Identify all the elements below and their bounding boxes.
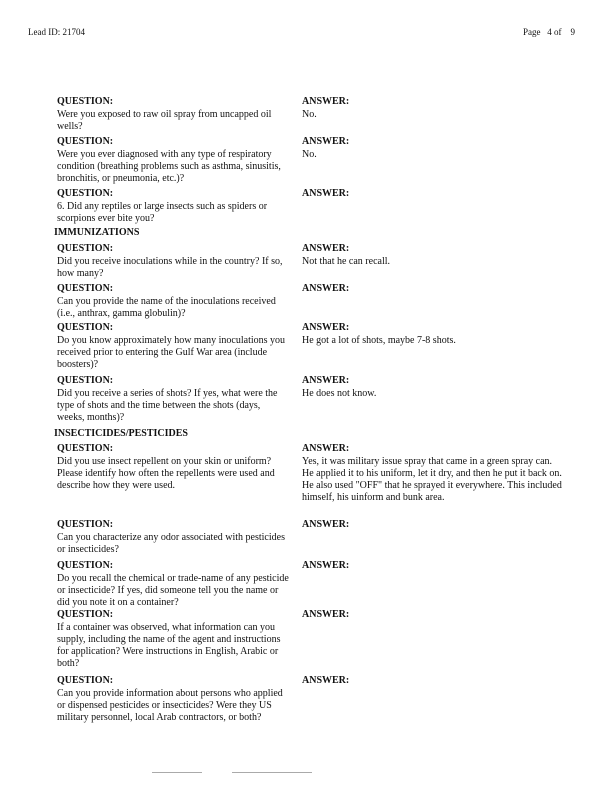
question-text: Did you receive a series of shots? If yes, what were the type of shots and the time between the shots (days, weeks, months)? bbox=[57, 388, 278, 423]
answer-text: Not that he can recall. bbox=[302, 256, 391, 267]
question-block bbox=[57, 375, 289, 424]
question-block bbox=[57, 322, 289, 371]
question-label: QUESTION: bbox=[57, 96, 114, 107]
question-label: QUESTION: bbox=[57, 322, 114, 333]
question-block bbox=[57, 136, 289, 185]
answer-label: ANSWER: bbox=[302, 283, 350, 294]
answer-label: ANSWER: bbox=[302, 609, 350, 620]
answer-block bbox=[302, 375, 564, 400]
answer-text: He got a lot of shots, maybe 7-8 shots. bbox=[302, 335, 456, 346]
question-block bbox=[57, 443, 289, 492]
question-label: QUESTION: bbox=[57, 136, 114, 147]
question-block bbox=[57, 243, 289, 280]
section-insecticides: INSECTICIDES/PESTICIDES bbox=[54, 428, 188, 439]
question-label: QUESTION: bbox=[57, 375, 114, 386]
page-number: Page 4 of 9 bbox=[523, 27, 575, 37]
answer-label: ANSWER: bbox=[302, 443, 350, 454]
lead-id: Lead ID: 21704 bbox=[28, 27, 85, 37]
question-label: QUESTION: bbox=[57, 283, 114, 294]
answer-label: ANSWER: bbox=[302, 375, 350, 386]
answer-label: ANSWER: bbox=[302, 188, 350, 199]
question-text: If a container was observed, what information can you supply, including the name of the agent and instructions for application? Were instructions in English, Arabic or both? bbox=[57, 622, 281, 669]
question-block bbox=[57, 188, 289, 225]
answer-block bbox=[302, 243, 564, 268]
question-text: Were you ever diagnosed with any type of respiratory condition (breathing problems such as asthma, sinusitis, bronchitis, or pneumonia, etc.)? bbox=[57, 149, 281, 184]
answer-block bbox=[302, 443, 564, 504]
answer-label: ANSWER: bbox=[302, 322, 350, 333]
question-label: QUESTION: bbox=[57, 609, 114, 620]
answer-block bbox=[302, 96, 564, 121]
question-text: Can you provide information about persons who applied or dispensed pesticides or insecticides? Were they US military personnel, local Arab contractors, or both? bbox=[57, 688, 283, 723]
answer-text: No. bbox=[302, 149, 317, 160]
question-block bbox=[57, 283, 289, 320]
footer-rule bbox=[232, 772, 312, 773]
question-label: QUESTION: bbox=[57, 188, 114, 199]
answer-block bbox=[302, 283, 564, 296]
answer-block bbox=[302, 322, 564, 347]
question-block bbox=[57, 96, 289, 133]
answer-label: ANSWER: bbox=[302, 560, 350, 571]
question-text: 6. Did any reptiles or large insects such as spiders or scorpions ever bite you? bbox=[57, 201, 268, 224]
question-label: QUESTION: bbox=[57, 243, 114, 254]
question-block bbox=[57, 609, 289, 670]
answer-text: He does not know. bbox=[302, 388, 377, 399]
question-block bbox=[57, 519, 289, 556]
answer-block bbox=[302, 675, 564, 688]
question-label: QUESTION: bbox=[57, 675, 114, 686]
footer-rule bbox=[152, 772, 202, 773]
question-text: Do you know approximately how many inoculations you received prior to entering the Gulf War area (include boosters)? bbox=[57, 335, 286, 370]
answer-label: ANSWER: bbox=[302, 675, 350, 686]
question-text: Did you receive inoculations while in the country? If so, how many? bbox=[57, 256, 283, 279]
answer-text: Yes, it was military issue spray that came in a green spray can. He applied it to his uniform, let it dry, and then he put it back on. He also used "OFF" that he sprayed it everywhere. This included himself, his uinform and bunk area. bbox=[302, 456, 562, 503]
question-label: QUESTION: bbox=[57, 519, 114, 530]
section-immunizations: IMMUNIZATIONS bbox=[54, 227, 140, 238]
answer-label: ANSWER: bbox=[302, 243, 350, 254]
answer-block bbox=[302, 136, 564, 161]
question-block bbox=[57, 675, 289, 724]
answer-text: No. bbox=[302, 109, 317, 120]
question-text: Were you exposed to raw oil spray from uncapped oil wells? bbox=[57, 109, 272, 132]
question-text: Can you characterize any odor associated with pesticides or insecticides? bbox=[57, 532, 285, 555]
answer-block bbox=[302, 609, 564, 622]
answer-label: ANSWER: bbox=[302, 96, 350, 107]
question-text: Can you provide the name of the inoculations received (i.e., anthrax, gamma globulin)? bbox=[57, 296, 276, 319]
question-text: Do you recall the chemical or trade-name of any pesticide or insecticide? If yes, did someone tell you the name or did you note it on a container? bbox=[57, 573, 289, 608]
answer-block bbox=[302, 519, 564, 532]
answer-block bbox=[302, 560, 564, 573]
question-text: Did you use insect repellent on your skin or uniform? Please identify how often the repellents were used and describe how they were used. bbox=[57, 456, 275, 491]
answer-label: ANSWER: bbox=[302, 136, 350, 147]
answer-label: ANSWER: bbox=[302, 519, 350, 530]
question-block bbox=[57, 560, 289, 609]
answer-block bbox=[302, 188, 564, 201]
question-label: QUESTION: bbox=[57, 443, 114, 454]
question-label: QUESTION: bbox=[57, 560, 114, 571]
